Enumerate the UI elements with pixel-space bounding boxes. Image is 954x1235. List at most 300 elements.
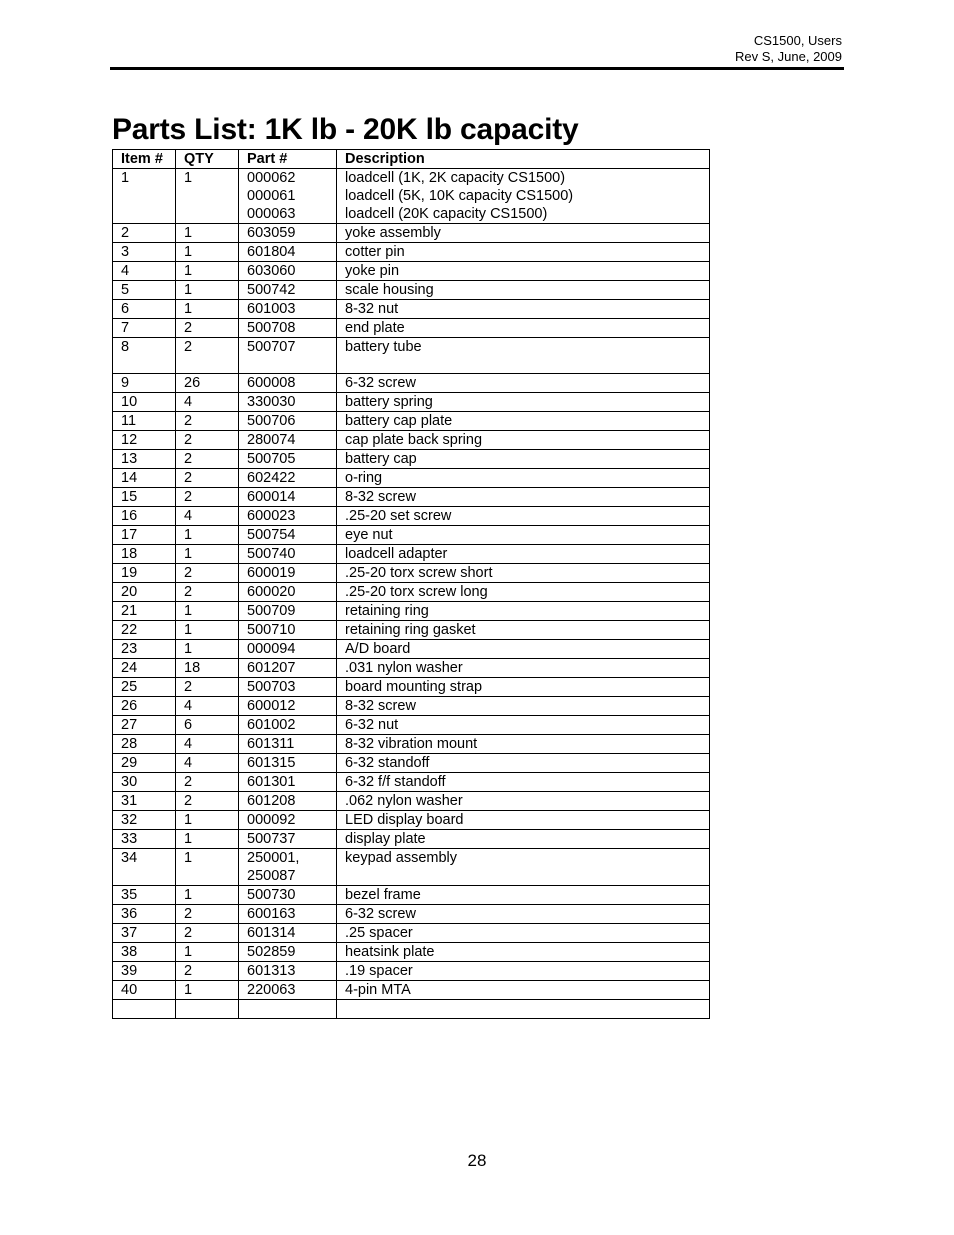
cell-description-line: loadcell (5K, 10K capacity CS1500) — [345, 188, 574, 204]
column-header-item: Item # — [113, 150, 176, 169]
cell-item-number: 20 — [113, 583, 176, 602]
cell-description-line: .25 spacer — [345, 925, 413, 941]
table-row — [113, 526, 710, 545]
cell-description — [337, 716, 710, 735]
cell-quantity: 18 — [176, 659, 239, 678]
cell-description-line: 6-32 f/f standoff — [345, 774, 446, 790]
cell-item-number: 27 — [113, 716, 176, 735]
cell-part-number — [239, 735, 337, 754]
table-row — [113, 697, 710, 716]
cell-description — [337, 981, 710, 1000]
cell-description-line: end plate — [345, 320, 405, 336]
cell-quantity: 2 — [176, 924, 239, 943]
table-row — [113, 981, 710, 1000]
cell-part-number-line: 500737 — [247, 831, 296, 847]
cell-quantity: 1 — [176, 849, 239, 886]
cell-item-number: 34 — [113, 849, 176, 886]
cell-quantity: 4 — [176, 697, 239, 716]
cell-part-number — [239, 469, 337, 488]
cell-part-number — [239, 431, 337, 450]
cell-part-number — [239, 659, 337, 678]
table-row — [113, 716, 710, 735]
cell-item-number: 11 — [113, 412, 176, 431]
table-row — [113, 319, 710, 338]
cell-part-number-line: 500709 — [247, 603, 296, 619]
cell-description-line: 8-32 vibration mount — [345, 736, 478, 752]
table-row — [113, 602, 710, 621]
cell-part-number — [239, 602, 337, 621]
cell-part-number-line: 601315 — [247, 755, 296, 771]
cell-part-number-line: 600019 — [247, 565, 296, 581]
cell-description-line: 6-32 nut — [345, 717, 399, 733]
table-row — [113, 792, 710, 811]
cell-quantity: 4 — [176, 735, 239, 754]
cell-description — [337, 545, 710, 564]
cell-quantity: 4 — [176, 754, 239, 773]
table-row — [113, 659, 710, 678]
cell-part-number-line: 220063 — [247, 982, 296, 998]
cell-item-number: 35 — [113, 886, 176, 905]
cell-part-number — [239, 905, 337, 924]
table-row — [113, 773, 710, 792]
cell-quantity: 1 — [176, 811, 239, 830]
table-row — [113, 924, 710, 943]
cell-quantity: 1 — [176, 943, 239, 962]
page-header — [735, 33, 842, 65]
cell-quantity: 1 — [176, 830, 239, 849]
cell-description-line: A/D board — [345, 641, 411, 657]
cell-item-number: 32 — [113, 811, 176, 830]
cell-item-number: 15 — [113, 488, 176, 507]
page-number: 28 — [467, 1151, 487, 1170]
cell-part-number-line: 500703 — [247, 679, 296, 695]
parts-table — [112, 149, 710, 1019]
cell-part-number-line: 500706 — [247, 413, 296, 429]
table-row — [113, 281, 710, 300]
cell-item-number: 10 — [113, 393, 176, 412]
cell-quantity: 2 — [176, 564, 239, 583]
table-row — [113, 412, 710, 431]
cell-part-number-line: 602422 — [247, 470, 296, 486]
cell-part-number-line: 601208 — [247, 793, 296, 809]
cell-item-number: 31 — [113, 792, 176, 811]
cell-description-line: .19 spacer — [345, 963, 413, 979]
cell-part-number-line: 601313 — [247, 963, 296, 979]
cell-item-number: 30 — [113, 773, 176, 792]
table-row — [113, 300, 710, 319]
table-row — [113, 962, 710, 981]
cell-part-number-line: 000094 — [247, 641, 296, 657]
cell-quantity: 2 — [176, 488, 239, 507]
cell-description — [337, 374, 710, 393]
table-row — [113, 849, 710, 886]
column-header-part: Part # — [239, 150, 337, 169]
header-document-name: CS1500, Users — [753, 33, 842, 48]
cell-quantity: 2 — [176, 319, 239, 338]
cell-quantity — [176, 1000, 239, 1019]
cell-item-number — [113, 1000, 176, 1019]
cell-part-number — [239, 773, 337, 792]
cell-quantity: 4 — [176, 393, 239, 412]
cell-quantity: 1 — [176, 526, 239, 545]
cell-part-number — [239, 319, 337, 338]
cell-quantity: 2 — [176, 450, 239, 469]
table-row — [113, 338, 710, 374]
cell-part-number-line: 603059 — [247, 225, 296, 241]
cell-quantity: 1 — [176, 300, 239, 319]
cell-item-number: 6 — [113, 300, 176, 319]
cell-item-number: 39 — [113, 962, 176, 981]
cell-description-line: 6-32 screw — [345, 375, 416, 391]
table-row — [113, 830, 710, 849]
cell-item-number: 7 — [113, 319, 176, 338]
cell-description-line: 6-32 screw — [345, 906, 416, 922]
cell-part-number-line: 500705 — [247, 451, 296, 467]
header-rule — [110, 67, 844, 70]
table-row — [113, 678, 710, 697]
cell-part-number — [239, 281, 337, 300]
cell-quantity: 1 — [176, 281, 239, 300]
cell-part-number — [239, 393, 337, 412]
cell-description — [337, 678, 710, 697]
cell-item-number: 18 — [113, 545, 176, 564]
cell-part-number — [239, 564, 337, 583]
cell-description-line — [345, 1000, 709, 1018]
cell-description — [337, 830, 710, 849]
cell-quantity: 2 — [176, 583, 239, 602]
cell-quantity: 1 — [176, 545, 239, 564]
cell-item-number: 29 — [113, 754, 176, 773]
cell-description-line: retaining ring gasket — [345, 622, 476, 638]
cell-item-number: 40 — [113, 981, 176, 1000]
cell-description — [337, 583, 710, 602]
table-row — [113, 1000, 710, 1019]
header-revision: Rev S, June, 2009 — [735, 49, 842, 64]
cell-quantity: 1 — [176, 243, 239, 262]
cell-item-number: 3 — [113, 243, 176, 262]
cell-part-number-line: 600014 — [247, 489, 296, 505]
table-row — [113, 169, 710, 224]
cell-part-number — [239, 338, 337, 374]
cell-part-number — [239, 830, 337, 849]
cell-part-number-line: 600023 — [247, 508, 296, 524]
cell-part-number — [239, 169, 337, 224]
cell-description — [337, 450, 710, 469]
cell-description-line: 4-pin MTA — [345, 982, 411, 998]
cell-item-number: 12 — [113, 431, 176, 450]
cell-part-number-line: 601804 — [247, 244, 296, 260]
table-row — [113, 469, 710, 488]
cell-part-number — [239, 640, 337, 659]
cell-item-number: 19 — [113, 564, 176, 583]
cell-item-number: 17 — [113, 526, 176, 545]
table-row — [113, 488, 710, 507]
cell-item-number: 13 — [113, 450, 176, 469]
cell-quantity: 2 — [176, 773, 239, 792]
cell-item-number: 21 — [113, 602, 176, 621]
cell-description-line: bezel frame — [345, 887, 421, 903]
column-header-description: Description — [337, 150, 710, 169]
cell-quantity: 1 — [176, 169, 239, 224]
cell-description — [337, 754, 710, 773]
table-row — [113, 224, 710, 243]
cell-part-number — [239, 678, 337, 697]
cell-part-number — [239, 886, 337, 905]
table-row — [113, 374, 710, 393]
table-row — [113, 640, 710, 659]
cell-part-number-line: 601207 — [247, 660, 296, 676]
cell-item-number: 26 — [113, 697, 176, 716]
cell-description-line: battery cap — [345, 451, 417, 467]
table-row — [113, 886, 710, 905]
page-title: Parts List: 1K lb - 20K lb capacity — [112, 113, 579, 146]
cell-description — [337, 886, 710, 905]
cell-description-line: battery cap plate — [345, 413, 453, 429]
cell-part-number-line: 601301 — [247, 774, 296, 790]
cell-item-number: 8 — [113, 338, 176, 374]
cell-item-number: 14 — [113, 469, 176, 488]
table-row — [113, 583, 710, 602]
cell-part-number — [239, 716, 337, 735]
cell-quantity: 6 — [176, 716, 239, 735]
table-row — [113, 811, 710, 830]
cell-part-number-line: 601314 — [247, 925, 296, 941]
cell-part-number — [239, 450, 337, 469]
cell-part-number — [239, 583, 337, 602]
table-row — [113, 564, 710, 583]
cell-quantity: 1 — [176, 602, 239, 621]
cell-part-number — [239, 412, 337, 431]
cell-description-line: yoke assembly — [345, 225, 441, 241]
cell-part-number-line: 250001, — [247, 850, 300, 866]
cell-part-number — [239, 811, 337, 830]
cell-part-number — [239, 488, 337, 507]
cell-description — [337, 338, 710, 374]
cell-description-line: o-ring — [345, 470, 383, 486]
cell-description — [337, 281, 710, 300]
cell-item-number: 25 — [113, 678, 176, 697]
cell-part-number-line: 280074 — [247, 432, 296, 448]
cell-part-number-line: 601002 — [247, 717, 296, 733]
cell-description-line: display plate — [345, 831, 426, 847]
cell-quantity: 2 — [176, 338, 239, 374]
cell-part-number-line: 502859 — [247, 944, 296, 960]
cell-description — [337, 300, 710, 319]
cell-part-number — [239, 545, 337, 564]
cell-quantity: 2 — [176, 792, 239, 811]
cell-quantity: 1 — [176, 640, 239, 659]
cell-part-number-line: 330030 — [247, 394, 296, 410]
cell-description-line: scale housing — [345, 282, 434, 298]
table-row — [113, 735, 710, 754]
cell-quantity: 2 — [176, 469, 239, 488]
cell-description — [337, 621, 710, 640]
cell-part-number-line: 500710 — [247, 622, 296, 638]
cell-part-number — [239, 262, 337, 281]
cell-item-number: 5 — [113, 281, 176, 300]
cell-quantity: 1 — [176, 886, 239, 905]
table-row — [113, 450, 710, 469]
cell-description-line: LED display board — [345, 812, 464, 828]
cell-part-number-line: 600012 — [247, 698, 296, 714]
cell-description — [337, 169, 710, 224]
cell-description — [337, 469, 710, 488]
cell-part-number-line — [247, 1000, 336, 1018]
table-row — [113, 243, 710, 262]
table-row — [113, 621, 710, 640]
cell-quantity: 2 — [176, 431, 239, 450]
cell-description — [337, 319, 710, 338]
cell-item-number: 23 — [113, 640, 176, 659]
cell-part-number-line: 500730 — [247, 887, 296, 903]
cell-description-line: .062 nylon washer — [345, 793, 463, 809]
cell-description — [337, 849, 710, 886]
cell-description-line: loadcell (1K, 2K capacity CS1500) — [345, 170, 566, 186]
cell-part-number — [239, 526, 337, 545]
cell-part-number — [239, 300, 337, 319]
cell-part-number-line: 000062 — [247, 170, 296, 186]
table-row — [113, 507, 710, 526]
cell-item-number: 22 — [113, 621, 176, 640]
cell-description-line: cap plate back spring — [345, 432, 483, 448]
cell-item-number: 9 — [113, 374, 176, 393]
cell-part-number — [239, 1000, 337, 1019]
cell-description — [337, 943, 710, 962]
cell-description-line: keypad assembly — [345, 850, 458, 866]
cell-part-number — [239, 849, 337, 886]
cell-part-number — [239, 924, 337, 943]
table-row — [113, 943, 710, 962]
cell-description-line: eye nut — [345, 527, 393, 543]
cell-part-number-line: 500740 — [247, 546, 296, 562]
cell-part-number-line: 000092 — [247, 812, 296, 828]
cell-description — [337, 602, 710, 621]
cell-part-number-line: 600008 — [247, 375, 296, 391]
cell-description — [337, 488, 710, 507]
cell-description — [337, 412, 710, 431]
cell-description — [337, 811, 710, 830]
cell-description — [337, 659, 710, 678]
table-header-row — [113, 150, 710, 169]
cell-part-number — [239, 224, 337, 243]
cell-description-line: battery tube — [345, 339, 422, 355]
cell-part-number-line: 000061 — [247, 188, 296, 204]
cell-description-line: yoke pin — [345, 263, 400, 279]
cell-item-number: 4 — [113, 262, 176, 281]
cell-description — [337, 393, 710, 412]
cell-quantity: 26 — [176, 374, 239, 393]
cell-description — [337, 697, 710, 716]
cell-quantity: 1 — [176, 262, 239, 281]
cell-item-number: 1 — [113, 169, 176, 224]
cell-description-line: retaining ring — [345, 603, 429, 619]
cell-part-number — [239, 697, 337, 716]
cell-part-number-line: 000063 — [247, 206, 296, 222]
cell-part-number — [239, 792, 337, 811]
cell-quantity: 1 — [176, 981, 239, 1000]
cell-description — [337, 735, 710, 754]
cell-description-line: .25-20 torx screw long — [345, 584, 488, 600]
cell-quantity: 4 — [176, 507, 239, 526]
cell-description — [337, 905, 710, 924]
cell-item-number: 37 — [113, 924, 176, 943]
cell-description-line: 6-32 standoff — [345, 755, 430, 771]
cell-part-number — [239, 981, 337, 1000]
cell-description — [337, 224, 710, 243]
cell-description — [337, 1000, 710, 1019]
cell-part-number-line: 500742 — [247, 282, 296, 298]
cell-part-number-line: 601003 — [247, 301, 296, 317]
table-row — [113, 545, 710, 564]
cell-item-number: 38 — [113, 943, 176, 962]
cell-part-number-line: 500707 — [247, 339, 296, 355]
cell-item-number: 36 — [113, 905, 176, 924]
cell-description — [337, 962, 710, 981]
cell-description — [337, 924, 710, 943]
cell-description — [337, 507, 710, 526]
cell-part-number-line: 250087 — [247, 868, 296, 884]
table-row — [113, 262, 710, 281]
cell-description-line: .25-20 torx screw short — [345, 565, 493, 581]
cell-part-number — [239, 943, 337, 962]
cell-description-line: .25-20 set screw — [345, 508, 452, 524]
table-row — [113, 393, 710, 412]
cell-description — [337, 431, 710, 450]
table-row — [113, 431, 710, 450]
cell-part-number-line: 600163 — [247, 906, 296, 922]
cell-quantity: 1 — [176, 621, 239, 640]
cell-description-line: loadcell (20K capacity CS1500) — [345, 206, 548, 222]
column-header-qty: QTY — [176, 150, 239, 169]
cell-description-line: 8-32 screw — [345, 489, 416, 505]
cell-description-line: 8-32 screw — [345, 698, 416, 714]
cell-quantity: 1 — [176, 224, 239, 243]
cell-quantity: 2 — [176, 962, 239, 981]
cell-item-number: 33 — [113, 830, 176, 849]
cell-part-number-line: 601311 — [247, 736, 295, 752]
cell-part-number — [239, 243, 337, 262]
cell-item-number: 28 — [113, 735, 176, 754]
cell-part-number — [239, 507, 337, 526]
cell-description — [337, 640, 710, 659]
cell-description-line: loadcell adapter — [345, 546, 448, 562]
cell-description-line: battery spring — [345, 394, 433, 410]
cell-description — [337, 243, 710, 262]
cell-item-number: 2 — [113, 224, 176, 243]
cell-part-number — [239, 621, 337, 640]
cell-part-number — [239, 374, 337, 393]
cell-description-line: cotter pin — [345, 244, 405, 260]
cell-item-number: 16 — [113, 507, 176, 526]
cell-description — [337, 526, 710, 545]
cell-description-line: 8-32 nut — [345, 301, 399, 317]
cell-description-line: heatsink plate — [345, 944, 435, 960]
cell-description-line: .031 nylon washer — [345, 660, 463, 676]
cell-part-number-line: 603060 — [247, 263, 296, 279]
cell-description-line: board mounting strap — [345, 679, 483, 695]
cell-part-number-line: 500754 — [247, 527, 296, 543]
cell-quantity: 2 — [176, 412, 239, 431]
cell-description — [337, 792, 710, 811]
cell-description — [337, 564, 710, 583]
cell-item-number: 24 — [113, 659, 176, 678]
cell-quantity: 2 — [176, 678, 239, 697]
cell-description — [337, 262, 710, 281]
table-row — [113, 754, 710, 773]
table-row — [113, 905, 710, 924]
cell-part-number — [239, 754, 337, 773]
cell-quantity: 2 — [176, 905, 239, 924]
